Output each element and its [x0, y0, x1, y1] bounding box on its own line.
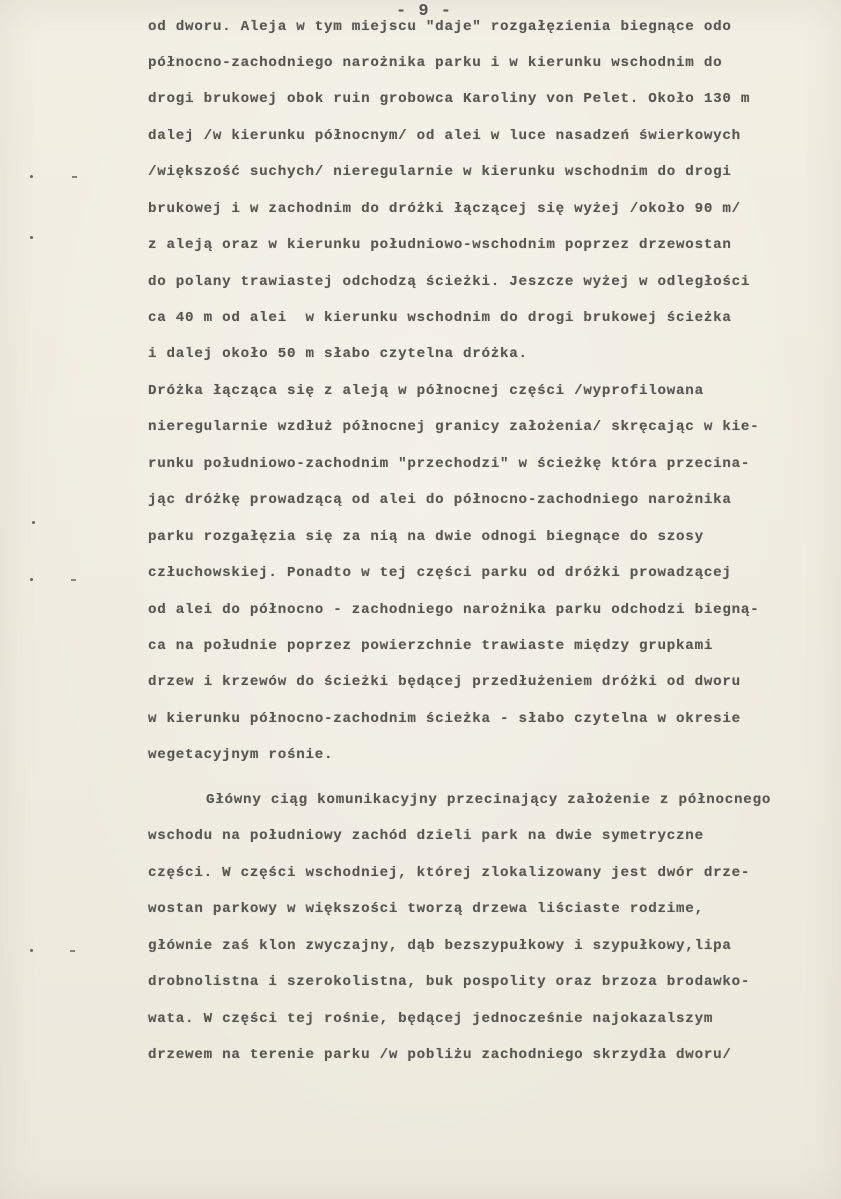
text-line: drogi brukowej obok ruin grobowca Karoliny von Pelet. Około 130 m — [148, 91, 751, 107]
text-line: głównie zaś klon zwyczajny, dąb bezszypułkowy i szypułkowy,lipa — [148, 938, 732, 954]
text-line: runku południowo-zachodnim "przechodzi" w ścieżkę która przecina- — [148, 456, 751, 472]
text-line: drzewem na terenie parku /w pobliżu zachodniego skrzydła dworu/ — [148, 1047, 732, 1063]
text-line: dalej /w kierunku północnym/ od alei w luce nasadzeń świerkowych — [148, 128, 741, 144]
text-line: drobnolistna i szerokolistna, buk pospolity oraz brzoza brodawko- — [148, 974, 751, 990]
text-line: północno-zachodniego narożnika parku i w kierunku wschodnim do — [148, 55, 723, 71]
margin-mark — [30, 236, 33, 239]
text-line: Główny ciąg komunikacyjny przecinający założenie z północnego — [206, 792, 772, 808]
text-line: drzew i krzewów do ścieżki będącej przedłużeniem dróżki od dworu — [148, 674, 741, 690]
text-line: części. W części wschodniej, której zlokalizowany jest dwór drze- — [148, 865, 751, 881]
text-line: z aleją oraz w kierunku południowo-wschodnim poprzez drzewostan — [148, 237, 732, 253]
page-number: - 9 - — [396, 2, 453, 21]
text-line: od alei do północno - zachodniego narożnika parku odchodzi biegną- — [148, 602, 760, 618]
text-line: wschodu na południowy zachód dzieli park na dwie symetryczne — [148, 828, 704, 844]
text-line: ca na południe poprzez powierzchnie trawiaste między grupkami — [148, 638, 714, 654]
text-line: /większość suchych/ nieregularnie w kierunku wschodnim do drogi — [148, 164, 732, 180]
text-line: jąc dróżkę prowadzącą od alei do północno-zachodniego narożnika — [148, 492, 732, 508]
text-line: Dróżka łącząca się z aleją w północnej części /wyprofilowana — [148, 383, 704, 399]
margin-mark — [32, 521, 35, 524]
margin-dash — [71, 579, 76, 581]
text-line: wata. W części tej rośnie, będącej jednocześnie najokazalszym — [148, 1011, 714, 1027]
text-line: w kierunku północno-zachodnim ścieżka - słabo czytelna w okresie — [148, 711, 741, 727]
text-line: od dworu. Aleja w tym miejscu "daje" rozgałęzienia biegnące odo — [148, 19, 732, 35]
text-line: i dalej około 50 m słabo czytelna dróżka. — [148, 346, 528, 362]
text-line: brukowej i w zachodnim do dróżki łączącej się wyżej /około 90 m/ — [148, 201, 741, 217]
text-line: człuchowskiej. Ponadto w tej części parku od dróżki prowadzącej — [148, 565, 732, 581]
text-line: parku rozgałęzia się za nią na dwie odnogi biegnące do szosy — [148, 529, 704, 545]
margin-mark — [30, 175, 33, 178]
margin-dash — [70, 950, 75, 952]
text-line: nieregularnie wzdłuż północnej granicy założenia/ skręcając w kie- — [148, 419, 760, 435]
text-line: wostan parkowy w większości tworzą drzewa liściaste rodzime, — [148, 901, 704, 917]
margin-dash — [72, 176, 77, 178]
margin-mark — [30, 578, 33, 581]
text-line: ca 40 m od alei w kierunku wschodnim do drogi brukowej ścieżka — [148, 310, 732, 326]
text-line: wegetacyjnym rośnie. — [148, 747, 334, 763]
text-line: do polany trawiastej odchodzą ścieżki. Jeszcze wyżej w odległości — [148, 274, 751, 290]
margin-mark — [30, 949, 33, 952]
